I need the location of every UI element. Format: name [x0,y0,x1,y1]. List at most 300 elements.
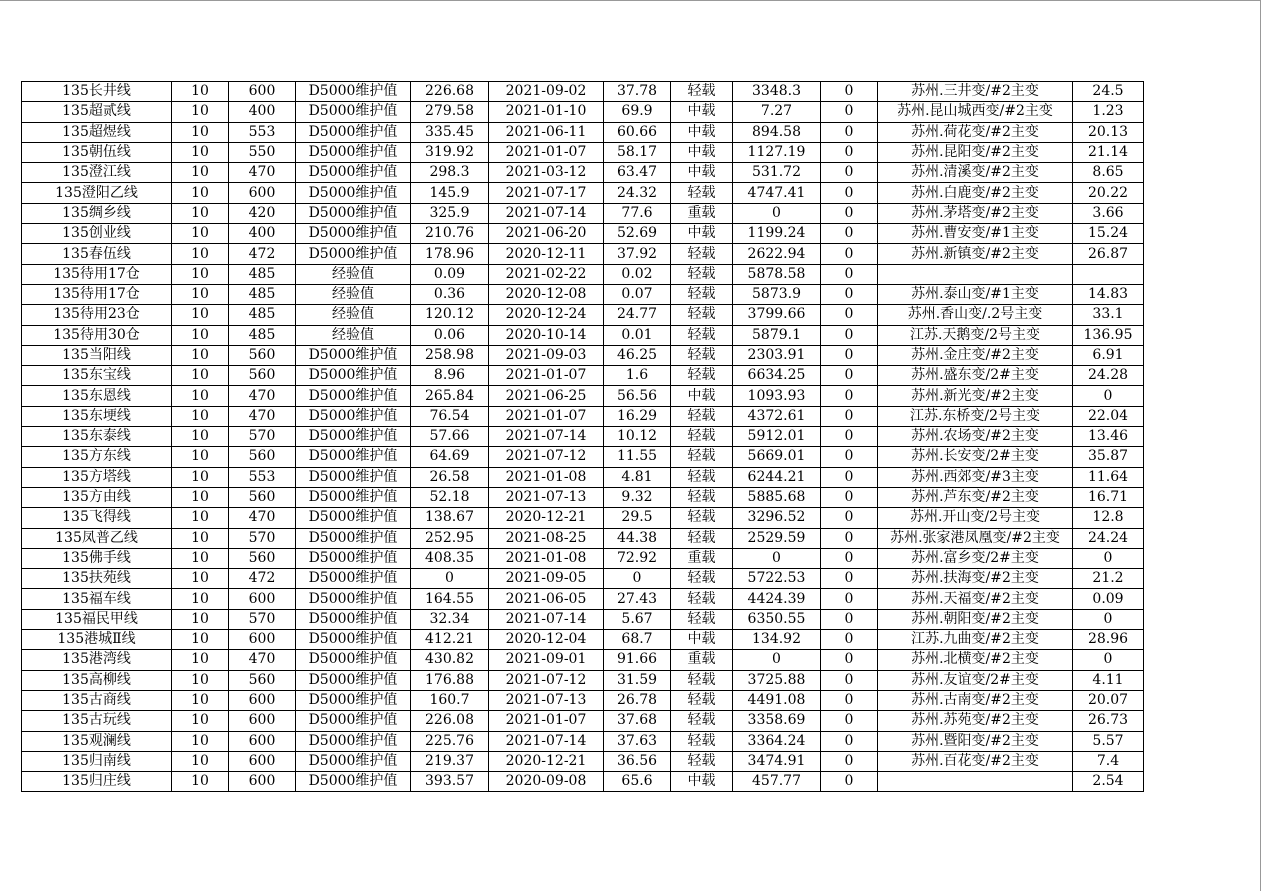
table-row [22,386,1144,406]
cell-voltage-kv: 10 [172,508,229,528]
cell-count: 0 [821,325,878,345]
cell-line-name: 135待用23仓 [22,305,172,325]
cell-value-source: D5000维护值 [296,772,411,792]
cell-rated-capacity: 485 [229,325,296,345]
cell-transformer-rate: 7.4 [1073,751,1144,771]
table-row [22,142,1144,162]
cell-load-status: 轻载 [671,264,733,284]
cell-count: 0 [821,772,878,792]
cell-peak-date: 2020-12-24 [489,305,604,325]
cell-transformer-rate: 20.07 [1073,690,1144,710]
table-row [22,487,1144,507]
cell-count: 0 [821,548,878,568]
cell-rated-capacity: 570 [229,528,296,548]
cell-peak-load: 8.96 [411,366,489,386]
cell-load-status: 轻载 [671,82,733,102]
cell-load-rate: 37.63 [604,731,671,751]
cell-transformer-rate: 0 [1073,650,1144,670]
cell-count: 0 [821,142,878,162]
cell-spare-capacity: 1127.19 [733,142,821,162]
cell-peak-date: 2021-07-14 [489,609,604,629]
cell-voltage-kv: 10 [172,650,229,670]
cell-load-status: 轻载 [671,325,733,345]
cell-voltage-kv: 10 [172,142,229,162]
cell-load-status: 轻载 [671,711,733,731]
cell-load-rate: 72.92 [604,548,671,568]
table-row [22,548,1144,568]
cell-voltage-kv: 10 [172,772,229,792]
cell-peak-load: 64.69 [411,447,489,467]
cell-peak-load: 265.84 [411,386,489,406]
cell-voltage-kv: 10 [172,670,229,690]
table-row [22,305,1144,325]
cell-count: 0 [821,366,878,386]
cell-rated-capacity: 560 [229,670,296,690]
cell-load-rate: 11.55 [604,447,671,467]
cell-peak-load: 335.45 [411,122,489,142]
cell-peak-date: 2021-01-07 [489,142,604,162]
cell-transformer: 苏州.金庄变/#2主变 [878,345,1073,365]
cell-voltage-kv: 10 [172,345,229,365]
cell-transformer: 苏州.清溪变/#2主变 [878,163,1073,183]
cell-load-rate: 16.29 [604,406,671,426]
cell-value-source: D5000维护值 [296,690,411,710]
cell-transformer-rate: 24.5 [1073,82,1144,102]
cell-voltage-kv: 10 [172,467,229,487]
cell-transformer: 苏州.开山变/2号主变 [878,508,1073,528]
cell-transformer-rate: 2.54 [1073,772,1144,792]
cell-transformer-rate: 22.04 [1073,406,1144,426]
cell-load-rate: 9.32 [604,487,671,507]
cell-value-source: D5000维护值 [296,244,411,264]
cell-load-rate: 1.6 [604,366,671,386]
cell-peak-load: 298.3 [411,163,489,183]
cell-transformer-rate: 1.23 [1073,102,1144,122]
cell-line-name: 135绸乡线 [22,203,172,223]
cell-rated-capacity: 570 [229,427,296,447]
cell-line-name: 135古玩线 [22,711,172,731]
cell-transformer-rate: 3.66 [1073,203,1144,223]
cell-transformer: 苏州.茅塔变/#2主变 [878,203,1073,223]
cell-rated-capacity: 600 [229,183,296,203]
cell-line-name: 135扶苑线 [22,569,172,589]
cell-peak-load: 178.96 [411,244,489,264]
cell-load-status: 轻载 [671,487,733,507]
table-row [22,102,1144,122]
cell-transformer-rate: 4.11 [1073,670,1144,690]
cell-transformer-rate: 0.09 [1073,589,1144,609]
cell-transformer-rate: 28.96 [1073,630,1144,650]
cell-transformer: 苏州.天福变/#2主变 [878,589,1073,609]
cell-transformer-rate: 0 [1073,609,1144,629]
cell-peak-load: 76.54 [411,406,489,426]
cell-count: 0 [821,82,878,102]
cell-voltage-kv: 10 [172,609,229,629]
cell-value-source: 经验值 [296,305,411,325]
cell-peak-date: 2020-12-21 [489,751,604,771]
cell-spare-capacity: 2622.94 [733,244,821,264]
cell-value-source: D5000维护值 [296,163,411,183]
cell-rated-capacity: 600 [229,772,296,792]
table-row [22,569,1144,589]
cell-voltage-kv: 10 [172,82,229,102]
cell-peak-date: 2021-06-25 [489,386,604,406]
cell-load-rate: 65.6 [604,772,671,792]
cell-load-status: 重载 [671,548,733,568]
table-row [22,609,1144,629]
cell-peak-load: 120.12 [411,305,489,325]
cell-load-rate: 37.68 [604,711,671,731]
cell-transformer-rate: 11.64 [1073,467,1144,487]
table-row [22,163,1144,183]
cell-count: 0 [821,609,878,629]
cell-peak-load: 145.9 [411,183,489,203]
cell-value-source: D5000维护值 [296,224,411,244]
cell-voltage-kv: 10 [172,569,229,589]
cell-load-status: 轻载 [671,569,733,589]
table-row [22,447,1144,467]
table-row [22,731,1144,751]
cell-load-rate: 5.67 [604,609,671,629]
cell-transformer: 苏州.泰山变/#1主变 [878,284,1073,304]
cell-line-name: 135东埂线 [22,406,172,426]
cell-value-source: D5000维护值 [296,589,411,609]
cell-voltage-kv: 10 [172,630,229,650]
table-row [22,366,1144,386]
table-row [22,751,1144,771]
cell-spare-capacity: 0 [733,548,821,568]
cell-transformer: 江苏.天鹅变/2号主变 [878,325,1073,345]
cell-count: 0 [821,244,878,264]
table-row [22,183,1144,203]
cell-rated-capacity: 400 [229,224,296,244]
cell-voltage-kv: 10 [172,203,229,223]
cell-load-status: 重载 [671,203,733,223]
cell-peak-date: 2021-07-13 [489,487,604,507]
cell-load-status: 中载 [671,630,733,650]
cell-voltage-kv: 10 [172,589,229,609]
cell-peak-load: 0.06 [411,325,489,345]
cell-spare-capacity: 4491.08 [733,690,821,710]
cell-peak-date: 2021-03-12 [489,163,604,183]
cell-value-source: D5000维护值 [296,650,411,670]
cell-rated-capacity: 485 [229,305,296,325]
cell-line-name: 135超贰线 [22,102,172,122]
cell-peak-load: 226.08 [411,711,489,731]
cell-peak-load: 225.76 [411,731,489,751]
cell-voltage-kv: 10 [172,284,229,304]
cell-load-status: 轻载 [671,467,733,487]
table-row [22,508,1144,528]
cell-count: 0 [821,731,878,751]
cell-rated-capacity: 470 [229,406,296,426]
cell-rated-capacity: 570 [229,609,296,629]
cell-spare-capacity: 5669.01 [733,447,821,467]
table-row [22,325,1144,345]
cell-rated-capacity: 472 [229,569,296,589]
cell-load-status: 轻载 [671,345,733,365]
cell-spare-capacity: 134.92 [733,630,821,650]
cell-transformer-rate: 35.87 [1073,447,1144,467]
cell-voltage-kv: 10 [172,264,229,284]
cell-voltage-kv: 10 [172,711,229,731]
cell-spare-capacity: 3296.52 [733,508,821,528]
cell-peak-date: 2021-07-13 [489,690,604,710]
cell-peak-date: 2021-07-17 [489,183,604,203]
cell-load-status: 中载 [671,224,733,244]
cell-line-name: 135待用17仓 [22,284,172,304]
cell-spare-capacity: 2303.91 [733,345,821,365]
cell-rated-capacity: 560 [229,366,296,386]
cell-value-source: D5000维护值 [296,630,411,650]
cell-peak-date: 2021-06-20 [489,224,604,244]
cell-value-source: D5000维护值 [296,487,411,507]
cell-line-name: 135东泰线 [22,427,172,447]
cell-rated-capacity: 400 [229,102,296,122]
cell-load-status: 轻载 [671,406,733,426]
cell-peak-date: 2021-01-10 [489,102,604,122]
cell-load-status: 中载 [671,386,733,406]
table-row [22,528,1144,548]
cell-value-source: D5000维护值 [296,102,411,122]
cell-voltage-kv: 10 [172,325,229,345]
cell-peak-date: 2021-01-07 [489,711,604,731]
cell-count: 0 [821,670,878,690]
cell-load-status: 中载 [671,102,733,122]
cell-load-status: 轻载 [671,731,733,751]
cell-transformer: 苏州.荷花变/#2主变 [878,122,1073,142]
cell-transformer-rate: 33.1 [1073,305,1144,325]
cell-voltage-kv: 10 [172,244,229,264]
cell-rated-capacity: 420 [229,203,296,223]
cell-load-status: 轻载 [671,690,733,710]
cell-peak-load: 160.7 [411,690,489,710]
cell-spare-capacity: 457.77 [733,772,821,792]
cell-line-name: 135方塔线 [22,467,172,487]
cell-rated-capacity: 600 [229,711,296,731]
cell-count: 0 [821,508,878,528]
cell-transformer-rate: 26.87 [1073,244,1144,264]
cell-voltage-kv: 10 [172,427,229,447]
cell-peak-load: 210.76 [411,224,489,244]
cell-load-rate: 77.6 [604,203,671,223]
cell-peak-load: 252.95 [411,528,489,548]
cell-rated-capacity: 553 [229,467,296,487]
cell-peak-date: 2021-08-25 [489,528,604,548]
cell-line-name: 135凤普乙线 [22,528,172,548]
cell-value-source: 经验值 [296,284,411,304]
cell-peak-date: 2021-01-07 [489,406,604,426]
cell-load-rate: 31.59 [604,670,671,690]
cell-value-source: D5000维护值 [296,467,411,487]
cell-line-name: 135方东线 [22,447,172,467]
cell-spare-capacity: 6350.55 [733,609,821,629]
cell-spare-capacity: 6634.25 [733,366,821,386]
cell-load-rate: 0.01 [604,325,671,345]
cell-spare-capacity: 5873.9 [733,284,821,304]
data-table [21,81,1144,792]
table-row [22,630,1144,650]
cell-peak-date: 2021-06-05 [489,589,604,609]
cell-spare-capacity: 3364.24 [733,731,821,751]
cell-voltage-kv: 10 [172,183,229,203]
cell-transformer: 苏州.农场变/#2主变 [878,427,1073,447]
cell-rated-capacity: 470 [229,508,296,528]
cell-load-rate: 91.66 [604,650,671,670]
cell-transformer: 苏州.白鹿变/#2主变 [878,183,1073,203]
cell-load-status: 轻载 [671,305,733,325]
cell-transformer: 苏州.芦东变/#2主变 [878,487,1073,507]
cell-value-source: D5000维护值 [296,609,411,629]
cell-voltage-kv: 10 [172,163,229,183]
cell-spare-capacity: 3725.88 [733,670,821,690]
cell-line-name: 135春伍线 [22,244,172,264]
cell-count: 0 [821,751,878,771]
cell-peak-date: 2021-07-12 [489,670,604,690]
cell-line-name: 135古商线 [22,690,172,710]
cell-count: 0 [821,386,878,406]
cell-transformer: 苏州.苏苑变/#2主变 [878,711,1073,731]
cell-count: 0 [821,305,878,325]
cell-line-name: 135东恩线 [22,386,172,406]
cell-peak-date: 2021-09-05 [489,569,604,589]
cell-value-source: 经验值 [296,325,411,345]
cell-spare-capacity: 3799.66 [733,305,821,325]
cell-peak-load: 279.58 [411,102,489,122]
cell-load-status: 中载 [671,122,733,142]
cell-rated-capacity: 560 [229,487,296,507]
cell-transformer: 苏州.盛东变/2#主变 [878,366,1073,386]
table-row [22,589,1144,609]
cell-transformer: 苏州.北横变/#2主变 [878,650,1073,670]
cell-load-rate: 69.9 [604,102,671,122]
cell-count: 0 [821,630,878,650]
cell-load-rate: 37.92 [604,244,671,264]
cell-line-name: 135观澜线 [22,731,172,751]
cell-peak-date: 2021-01-08 [489,548,604,568]
cell-value-source: D5000维护值 [296,528,411,548]
cell-count: 0 [821,163,878,183]
cell-transformer-rate: 6.91 [1073,345,1144,365]
cell-voltage-kv: 10 [172,305,229,325]
cell-count: 0 [821,487,878,507]
cell-rated-capacity: 600 [229,82,296,102]
cell-peak-date: 2020-12-08 [489,284,604,304]
cell-rated-capacity: 470 [229,386,296,406]
cell-transformer-rate: 24.24 [1073,528,1144,548]
cell-line-name: 135澄江线 [22,163,172,183]
cell-spare-capacity: 4424.39 [733,589,821,609]
cell-rated-capacity: 472 [229,244,296,264]
cell-count: 0 [821,528,878,548]
cell-line-name: 135归庄线 [22,772,172,792]
cell-load-rate: 0 [604,569,671,589]
cell-voltage-kv: 10 [172,528,229,548]
cell-count: 0 [821,284,878,304]
cell-load-rate: 58.17 [604,142,671,162]
cell-peak-date: 2021-07-12 [489,447,604,467]
cell-peak-load: 393.57 [411,772,489,792]
cell-load-rate: 46.25 [604,345,671,365]
cell-rated-capacity: 560 [229,548,296,568]
cell-line-name: 135创业线 [22,224,172,244]
cell-transformer-rate: 21.2 [1073,569,1144,589]
cell-transformer: 苏州.友谊变/2#主变 [878,670,1073,690]
cell-transformer [878,772,1073,792]
cell-value-source: D5000维护值 [296,386,411,406]
cell-load-status: 中载 [671,772,733,792]
cell-value-source: D5000维护值 [296,548,411,568]
cell-rated-capacity: 600 [229,751,296,771]
cell-load-status: 轻载 [671,427,733,447]
cell-voltage-kv: 10 [172,487,229,507]
cell-voltage-kv: 10 [172,406,229,426]
cell-spare-capacity: 3358.69 [733,711,821,731]
cell-transformer: 苏州.古南变/#2主变 [878,690,1073,710]
cell-peak-load: 219.37 [411,751,489,771]
cell-transformer-rate: 26.73 [1073,711,1144,731]
cell-transformer: 苏州.昆阳变/#2主变 [878,142,1073,162]
cell-peak-load: 52.18 [411,487,489,507]
cell-count: 0 [821,345,878,365]
cell-value-source: D5000维护值 [296,366,411,386]
cell-transformer: 苏州.三井变/#2主变 [878,82,1073,102]
cell-transformer-rate: 14.83 [1073,284,1144,304]
cell-load-status: 轻载 [671,508,733,528]
table-row [22,345,1144,365]
cell-transformer-rate: 20.13 [1073,122,1144,142]
cell-peak-date: 2021-07-14 [489,203,604,223]
cell-peak-load: 0.09 [411,264,489,284]
table-row [22,122,1144,142]
cell-transformer: 苏州.曹安变/#1主变 [878,224,1073,244]
cell-line-name: 135长井线 [22,82,172,102]
table-body [22,82,1144,792]
cell-peak-date: 2021-09-02 [489,82,604,102]
cell-peak-load: 57.66 [411,427,489,447]
cell-load-rate: 44.38 [604,528,671,548]
cell-load-rate: 24.32 [604,183,671,203]
cell-voltage-kv: 10 [172,102,229,122]
cell-count: 0 [821,203,878,223]
cell-load-status: 中载 [671,142,733,162]
cell-value-source: D5000维护值 [296,427,411,447]
cell-transformer: 苏州.新镇变/#2主变 [878,244,1073,264]
cell-count: 0 [821,447,878,467]
cell-peak-load: 138.67 [411,508,489,528]
table-row [22,690,1144,710]
cell-voltage-kv: 10 [172,548,229,568]
cell-load-rate: 29.5 [604,508,671,528]
cell-peak-load: 319.92 [411,142,489,162]
cell-line-name: 135飞得线 [22,508,172,528]
table-row [22,82,1144,102]
cell-rated-capacity: 600 [229,630,296,650]
cell-rated-capacity: 470 [229,163,296,183]
cell-transformer: 苏州.张家港凤凰变/#2主变 [878,528,1073,548]
cell-voltage-kv: 10 [172,690,229,710]
cell-transformer: 苏州.西郊变/#3主变 [878,467,1073,487]
cell-load-status: 轻载 [671,366,733,386]
cell-count: 0 [821,690,878,710]
cell-transformer: 苏州.扶海变/#2主变 [878,569,1073,589]
cell-value-source: D5000维护值 [296,82,411,102]
cell-load-rate: 0.07 [604,284,671,304]
cell-line-name: 135超煜线 [22,122,172,142]
cell-peak-load: 325.9 [411,203,489,223]
cell-spare-capacity: 4747.41 [733,183,821,203]
table-row [22,203,1144,223]
